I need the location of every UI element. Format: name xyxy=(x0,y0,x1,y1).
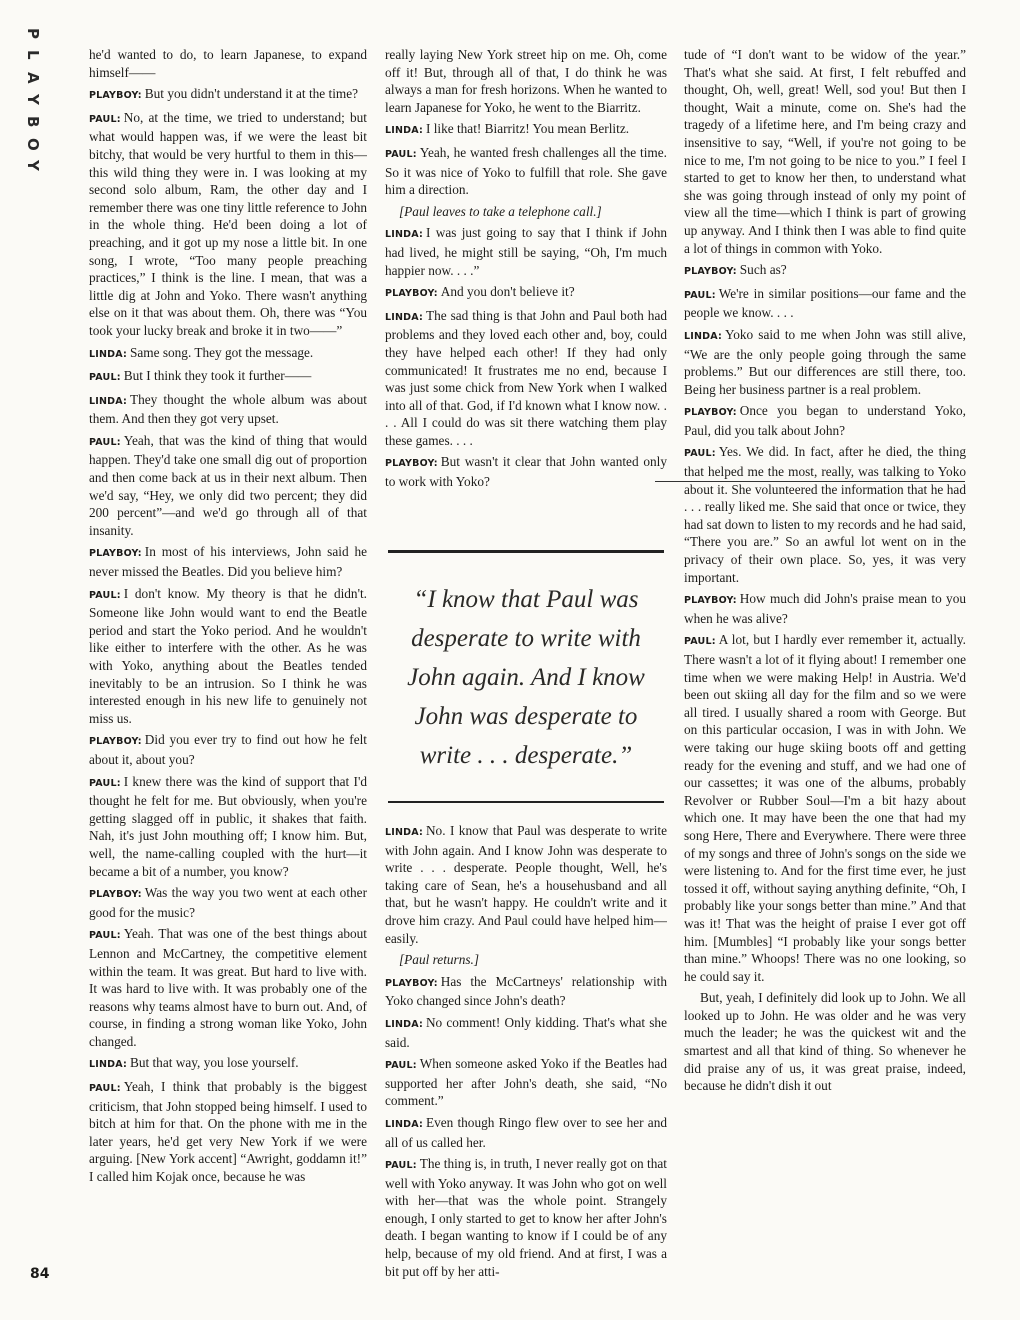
speaker-label: LINDA: xyxy=(684,330,722,342)
speaker-label: PLAYBOY: xyxy=(89,889,142,901)
speaker-label: PAUL: xyxy=(89,436,121,448)
paragraph xyxy=(89,432,367,540)
running-head-letter: Y xyxy=(24,160,42,171)
paragraph xyxy=(89,46,367,81)
page-number: 84 xyxy=(30,1266,50,1282)
paragraph xyxy=(385,1155,667,1280)
paragraph-text: Yeah. That was one of the best things about Lennon and McCartney, the competitive element within the team. It was great. But hard to live with. It was hard to live with. It was probably one of the reasons why teams almost have to burn out. And, of course, in finding a strong woman like Yoko, John changed. xyxy=(89,926,367,1049)
paragraph xyxy=(385,46,667,116)
paragraph xyxy=(684,590,966,627)
paragraph-text: When someone asked Yoko if the Beatles had supported her after John's death, she said, “No comment.” xyxy=(385,1056,667,1109)
paragraph xyxy=(385,822,667,947)
paragraph-text: But wasn't it clear that John wanted only to work with Yoko? xyxy=(385,454,667,490)
paragraph-text: We're in similar positions—our fame and the people we know. . . . xyxy=(684,285,966,321)
paragraph-text: Such as? xyxy=(739,262,787,278)
speaker-label: LINDA: xyxy=(89,348,127,360)
paragraph-text: The sad thing is that John and Paul both had problems and they loved each other and, boy, could they have helped each other! If they had only communicated! It frustrates me no end, because I was just some chick from New York when I walked into all of that. God, if I'd known what I know now. . . . All I could do was sit there watching them play these games. . . . xyxy=(385,307,667,448)
speaker-label: PLAYBOY: xyxy=(684,407,737,419)
paragraph-text: No. I know that Paul was desperate to write with John again. And I know John was desperate to write . . . desperate. People thought, Well, he's taking care of Sean, he's a househusband and all that, but he wasn't happy. He couldn't write and it drove him crazy. And Paul could have helped him—easily. xyxy=(385,823,667,946)
speaker-label: LINDA: xyxy=(385,1018,423,1030)
speaker-label: LINDA: xyxy=(385,229,423,241)
paragraph-text: really laying New York street hip on me. Oh, come off it! But, through all of that, I do think he was always a man for fresh horizons. When he wanted to learn Japanese for Yoko, he went to the Biarritz. xyxy=(385,47,667,115)
paragraph xyxy=(684,46,966,257)
paragraph xyxy=(385,453,667,490)
paragraph xyxy=(684,631,966,985)
paragraph-text: Yeah, that was the kind of thing that would happen. They'd take one small dig out of proportion and then come back at us in their next album. Then we'd say, “Hey, we only did two percent; they did 200 percent”—and we'd go through all of that insanity. xyxy=(89,432,367,538)
paragraph-text: Has the McCartneys' relationship with Yoko changed since John's death? xyxy=(385,973,667,1009)
paragraph xyxy=(89,391,367,428)
paragraph xyxy=(89,884,367,921)
magazine-running-head xyxy=(26,28,56,188)
column-2-bottom xyxy=(385,822,667,1292)
speaker-label: PAUL: xyxy=(89,777,121,789)
paragraph: But, yeah, I definitely did look up to John. We all looked up to John. He was older and he was very much the leader; he was the quickest wit and the smartest and all that kind of thing. So whenever he did praise any of us, it was great praise, indeed, because he didn't dish it out xyxy=(684,990,966,1094)
paragraph-text: How much did John's praise mean to you when he was alive? xyxy=(684,591,966,626)
speaker-label: LINDA: xyxy=(385,311,423,323)
paragraph xyxy=(684,326,966,398)
running-head-letter: L xyxy=(24,50,42,60)
paragraph xyxy=(89,1078,367,1186)
paragraph-text: Yeah, I think that probably is the biggest criticism, that John stopped being himself. I used to bitch at him for that. On the phone with me in the later years, he'd get very New York if we were arguing. [New York accent] “Awright, goddamn it!” I called him Kojak once, because he was xyxy=(89,1079,367,1185)
paragraph xyxy=(89,543,367,580)
paragraph xyxy=(385,1114,667,1151)
paragraph xyxy=(684,285,966,322)
paragraph-text: Even though Ringo flew over to see her and all of us called her. xyxy=(385,1114,667,1150)
paragraph xyxy=(89,85,367,105)
speaker-label: LINDA: xyxy=(89,1059,127,1071)
paragraph xyxy=(684,443,966,586)
paragraph xyxy=(89,367,367,387)
strikethrough-line xyxy=(655,481,965,482)
speaker-label: PLAYBOY: xyxy=(89,548,142,560)
speaker-label: PAUL: xyxy=(89,1083,121,1095)
paragraph-text: Yoko said to me when John was still alive, “We are the only people going through the same problems.” But our differences are still there, too. Being her business partner is a real problem. xyxy=(684,326,966,397)
column-3 xyxy=(684,46,966,1286)
paragraph: [Paul leaves to take a telephone call.] xyxy=(399,203,602,219)
paragraph-text: I like that! Biarritz! You mean Berlitz. xyxy=(425,121,630,137)
paragraph-text: Yeah, he wanted fresh challenges all the time. So it was nice of Yoko to fulfill that role. She gave him a direction. xyxy=(385,144,667,198)
paragraph xyxy=(385,283,667,303)
running-head-letter: B xyxy=(24,116,42,128)
running-head-letter: O xyxy=(24,138,42,151)
paragraph-text: Did you ever try to find out how he felt about it, about you? xyxy=(89,732,367,767)
paragraph xyxy=(385,1055,667,1110)
paragraph-text: I don't know. My theory is that he didn't. Someone like John would want to end the Beatle period and start the Yoko period. And he wouldn't like either to interfere with the other. As he was with Yoko, anything about the Beatles tended inevitably to be an intrusion. So I think he was interested enough in his new life to genuinely not miss us. xyxy=(89,585,367,726)
paragraph-text: A lot, but I hardly ever remember it, actually. There wasn't a lot of it flying about! I remember one time when we were making Help! in Austria. We'd been out skiing all day for the film and so we were all tired. I usually shared a room with George. But on this particular occasion, I was in with John. We were taking our huge skiing boots off and getting ready for the evening and stuff, and we had one of our cassettes; it was one of the albums, probably Revolver or Rubber Soul—I'm a bit hazy about which one. It may have been the one that had my song Here, There and Everywhere. There were three of my songs and three of John's songs on the side we were listening to. And for the first time ever, he just tossed it off, without saying anything definite, “Oh, I probably like your songs better than mine.” And that was it! That was the height of praise I ever got off him. [Mumbles] “I probably like your songs better than mine.” Whoops! There was no one looking, so he could say it. xyxy=(684,632,966,984)
speaker-label: PLAYBOY: xyxy=(89,90,142,102)
paragraph: [Paul returns.] xyxy=(399,952,480,968)
paragraph-text: tude of “I don't want to be widow of the year.” That's what she said. At first, I felt rebuffed and thought, Oh, well, great! Well, sod you! But then I thought, Wait a minute, come on. She's had the tragedy of a lifetime here, and I'm being crazy and insensitive to say, “Well, if you're not going to be nice to me, I'm not going to be nice to you.” I feel I started to get to know her then, to understand what she was going through instead of only my point of view all the time—which I think is part of growing up anyway. And I think then I was able to find quite a lot of things in common with Yoko. xyxy=(684,47,966,256)
running-head-letter: Y xyxy=(24,94,42,105)
paragraph xyxy=(684,261,966,281)
speaker-label: PAUL: xyxy=(89,113,121,125)
paragraph xyxy=(89,773,367,881)
paragraph xyxy=(385,120,667,140)
speaker-label: LINDA: xyxy=(385,1118,423,1130)
paragraph-text: But you didn't understand it at the time? xyxy=(144,86,359,102)
paragraph xyxy=(684,402,966,439)
speaker-label: LINDA: xyxy=(385,125,423,137)
paragraph xyxy=(89,731,367,768)
speaker-label: PAUL: xyxy=(89,372,121,384)
speaker-label: PAUL: xyxy=(385,148,417,160)
paragraph xyxy=(385,1014,667,1051)
pull-quote-text: “I know that Paul was desperate to write with John again. And I know John was desperate to write . . . desperate.” xyxy=(407,585,645,769)
speaker-label: PAUL: xyxy=(684,289,716,301)
speaker-label: PLAYBOY: xyxy=(89,736,142,748)
speaker-label: PLAYBOY: xyxy=(385,977,438,989)
paragraph xyxy=(89,344,367,364)
speaker-label: PLAYBOY: xyxy=(684,266,737,278)
paragraph xyxy=(89,585,367,728)
speaker-label: PLAYBOY: xyxy=(684,595,737,607)
running-head-letter: A xyxy=(24,72,42,84)
paragraph-text: No comment! Only kidding. That's what she said. xyxy=(385,1014,667,1050)
speaker-label: PAUL: xyxy=(89,930,121,942)
paragraph-text: They thought the whole album was about them. And then they got very upset. xyxy=(89,391,367,427)
paragraph-text: Was the way you two went at each other good for the music? xyxy=(89,885,367,920)
paragraph-text: But I think they took it further—— xyxy=(123,368,312,384)
paragraph-text: In most of his interviews, John said he never missed the Beatles. Did you believe him? xyxy=(89,544,367,580)
paragraph-text: Same song. They got the message. xyxy=(129,344,314,360)
paragraph-text: Yes. We did. In fact, after he died, the thing that helped me the most, really, was talking to Yoko about it. She volunteered the information that he had . . . really liked me. She said that once or twice, they had sat down to listen to my records and he had said, “There you are.” So an awful lot went on in the privacy of their own place. So, yes, it was very important. xyxy=(684,444,966,585)
speaker-label: PAUL: xyxy=(684,636,716,648)
paragraph-text: But that way, you lose yourself. xyxy=(129,1055,299,1071)
paragraph-text: The thing is, in truth, I never really got on that well with Yoko anyway. It was John who got on well with her—that was the whole point. Strangely enough, I only started to get to know her after John's death. I began wanting to know if I could be of any help, because of my old friend. And at first, I was a bit put off by her atti- xyxy=(385,1156,667,1279)
speaker-label: LINDA: xyxy=(385,827,423,838)
paragraph-text: And you don't believe it? xyxy=(440,284,575,300)
paragraph-text: I was just going to say that I think if John had lived, he might still be saying, “Oh, I'm much happier now. . . .” xyxy=(385,225,667,278)
column-2-top xyxy=(385,46,667,546)
paragraph xyxy=(385,307,667,450)
pull-quote xyxy=(388,550,664,803)
speaker-label: PAUL: xyxy=(385,1060,417,1072)
paragraph xyxy=(89,109,367,340)
paragraph-text: No, at the time, we tried to understand; but what would happen was, if we were the least bit bitchy, that would be very hurtful to them in this—this wild thing they were in. I was looking at my second solo album, Ram, the other day and I remember there was one tiny little reference to John in the whole thing. He'd been doing a lot of preaching, and it got up my nose a little bit. In one song, I wrote, “Too many people preaching practices,” I think is the line. I mean, that was a little dig at John and Yoko. There wasn't anything else on it that was about them. Oh, there was “You took your lucky break and broke it in two——” xyxy=(89,109,367,338)
paragraph-text: I knew there was the kind of support that I'd thought he felt for me. But obviously, when you're getting slagged off in public, it shakes that faith. Nah, it's just John mouthing off; I know him. But, well, the name-calling coupled with the hurt—it became a bit of a number, you know? xyxy=(89,773,367,879)
paragraph xyxy=(89,925,367,1050)
running-head-letter: P xyxy=(24,28,42,39)
paragraph xyxy=(89,1054,367,1074)
paragraph-text: he'd wanted to do, to learn Japanese, to expand himself—— xyxy=(89,47,367,80)
speaker-label: PLAYBOY: xyxy=(385,288,438,300)
paragraph xyxy=(385,973,667,1010)
speaker-label: PAUL: xyxy=(385,1160,417,1172)
paragraph-text: Once you began to understand Yoko, Paul, did you talk about John? xyxy=(684,403,966,438)
speaker-label: PAUL: xyxy=(89,589,121,601)
speaker-label: PAUL: xyxy=(684,448,716,460)
speaker-label: PLAYBOY: xyxy=(385,458,438,470)
speaker-label: LINDA: xyxy=(89,395,127,407)
column-1 xyxy=(89,46,367,1286)
paragraph xyxy=(385,224,667,279)
paragraph xyxy=(385,144,667,199)
